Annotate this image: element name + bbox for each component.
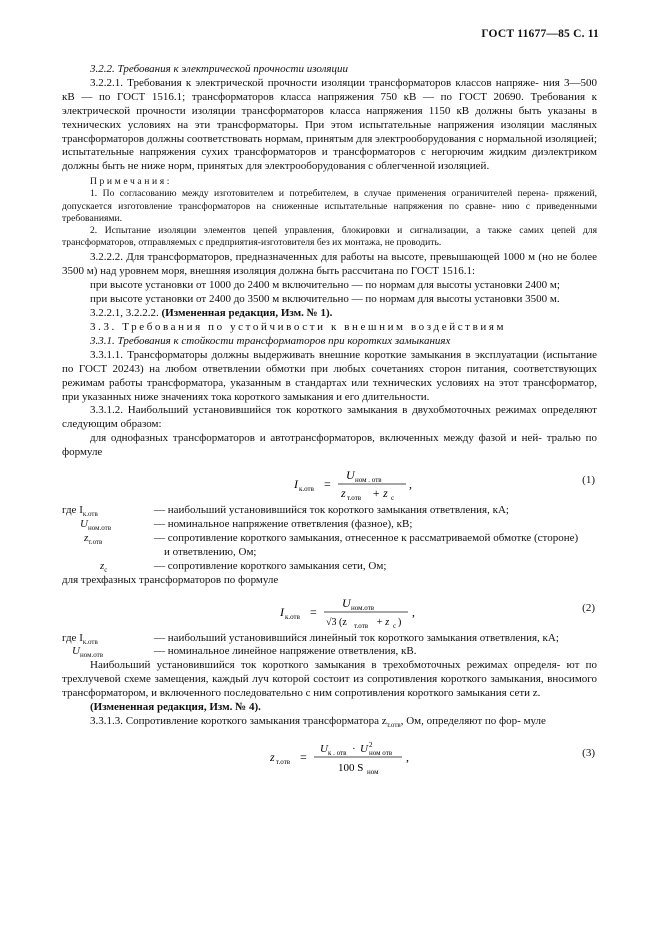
- legend-1-row-1: где $I_{к.отв}$ — наибольший установившийся ток короткого замыкания ответвления, кА;: [62, 504, 509, 519]
- svg-text:ном.отв: ном.отв: [351, 603, 375, 612]
- svg-text:к.отв: к.отв: [299, 485, 314, 494]
- svg-text:=: =: [300, 750, 307, 765]
- svg-text:т.отв: т.отв: [347, 494, 362, 503]
- note-1: 1. По согласованию между изготовителем и потребителем, в случае применения ограничителей перена- пряжений, допускается изготовление трансформаторов на сниженные испытательные напряжения по сравне- нию с приведенными требованиями.: [62, 188, 598, 224]
- svg-text:I: I: [294, 477, 298, 492]
- svg-text:I: I: [280, 604, 284, 619]
- svg-text:ном . отв: ном . отв: [355, 476, 382, 485]
- edit-note-4: (Измененная редакция, Изм. № 4).: [90, 701, 261, 714]
- formula-2-legend: [62, 632, 597, 660]
- legend-2-row-2: $U_{ном.отв}$ — номинальное линейное напряжение ответвления, кВ.: [72, 645, 417, 660]
- svg-text:=: =: [310, 604, 317, 619]
- svg-text:=: =: [324, 477, 331, 492]
- legend-1-row-2: $U_{ном.отв}$ — номинальное напряжение ответвления (фазное), кВ;: [80, 517, 413, 533]
- formula-2-expression: [280, 596, 440, 630]
- paragraph-3-3-1-2: 3.3.1.2. Наибольший установившийся ток короткого замыкания в двухобмоточных режимах определяют следующим образом:: [62, 404, 597, 431]
- formula-2-number: (2): [582, 601, 595, 614]
- svg-text:z: z: [341, 486, 346, 501]
- section-3-2-2-title: 3.2.2. Требования к электрической прочности изоляции: [90, 63, 348, 75]
- edit-note-1: 3.2.2.1, 3.2.2.2. (Измененная редакция, Изм. № 1).: [90, 307, 333, 320]
- paragraph-3-2-2-1: 3.2.2.1. Требования к электрической прочности изоляции трансформаторов классов напряже- ния 3—500 кВ — по ГОСТ 1516.1; трансформаторов класса напряжения 750 кВ — по ГОСТ 20690. Требования к электрической прочности изоляции трансформаторов класса напряжения 1150 кВ должны быть указаны в технических условиях на эти трансформаторы. При этом испытательные напряжения изоляции масляных трансформаторов должны соответствовать нормам, принятым для электрооборудования с нормальной изоляцией; испытательные напряжения сухих трансформаторов и трансформаторов с негорючим жидким диэлектриком должны быть не ниже норм, принятых для электрооборудования с облегченной изоляцией.: [62, 76, 598, 173]
- formula-1-expression: [294, 468, 444, 502]
- svg-text:к.отв: к.отв: [285, 612, 300, 621]
- svg-text:2: 2: [369, 741, 373, 750]
- svg-text:+ z: + z: [372, 486, 388, 501]
- single-phase-intro: для однофазных трансформаторов и автотрансформаторов, включенных между фазой и ней- тралью по формуле: [62, 432, 597, 459]
- svg-text:z: z: [270, 750, 275, 765]
- svg-text:): ): [398, 616, 402, 628]
- document-body: [62, 63, 597, 777]
- section-3-3-title: 3.3. Требования по устойчивости к внешним воздействиям: [90, 321, 507, 333]
- svg-text:100 S: 100 S: [338, 762, 364, 775]
- svg-text:U: U: [342, 595, 351, 610]
- formula-1-legend: [62, 504, 597, 574]
- svg-text:ном: ном: [367, 768, 379, 777]
- paragraph-3-3-1-3: 3.3.1.3. Сопротивление короткого замыкания трансформатора $z_{т.отв}$, Ом, определяют по фор- муле: [90, 714, 546, 730]
- svg-text:т.отв: т.отв: [276, 758, 291, 767]
- svg-text:U: U: [346, 468, 355, 483]
- altitude-case-2: при высоте установки от 2400 до 3500 м включительно — по нормам для высоты установки 3500 м.: [90, 293, 560, 306]
- altitude-case-1: при высоте установки от 1000 до 2400 м включительно — по нормам для высоты установки 2400 м;: [90, 279, 560, 292]
- svg-text:c: c: [393, 621, 397, 630]
- page-header: ГОСТ 11677—85 С. 11: [481, 28, 599, 40]
- three-winding-paragraph: Наибольший установившийся ток короткого замыкания в трехобмоточных режимах определя- ют по трехлучевой схеме замещения, каждый луч которой состоит из сопротивления короткого замыкания, вносимого трансформатором, и включенного последовательно с ним сопротивления короткого замыкания сети z.: [62, 659, 598, 700]
- formula-1-number: (1): [582, 474, 595, 487]
- legend-2-row-1: где $I_{к.отв}$ — наибольший установившийся линейный ток короткого замыкания ответвления, кА;: [62, 631, 559, 646]
- section-3-3-1-title: 3.3.1. Требования к стойкости трансформаторов при коротких замыканиях: [90, 334, 451, 347]
- svg-text:c: c: [391, 494, 395, 503]
- paragraph-3-3-1-1: 3.3.1.1. Трансформаторы должны выдерживать внешние короткие замыкания в эксплуатации (испытание по ГОСТ 20243) на любом ответвлении обмотки при любых сочетаниях сторон питания, соответствующих режимам работы трансформатора, указанным в стандартах или технических условиях на этот трансформатор, при указанных ниже значениях тока короткого замыкания и его длительности.: [62, 348, 598, 403]
- legend-1-row-5: $z_c$ — сопротивление короткого замыкания сети, Ом;: [100, 559, 387, 574]
- svg-text:·: ·: [352, 743, 356, 756]
- legend-1-row-4: и ответвлению, Ом;: [164, 545, 257, 558]
- svg-text:U: U: [320, 743, 328, 756]
- svg-text:ном отв: ном отв: [369, 749, 393, 758]
- formula-3-number: (3): [582, 747, 595, 760]
- svg-text:т.отв: т.отв: [354, 621, 369, 630]
- note-2: 2. Испытание изоляции элементов цепей управления, блокировки и сигнализации, а также самих цепей для трансформаторов, отправляемых с предприятия-изготовителя без их монтажа, не проводить.: [62, 225, 597, 249]
- formula-3-expression: [270, 741, 440, 777]
- svg-text:U: U: [360, 743, 368, 756]
- formula-1: [62, 466, 597, 503]
- paragraph-3-2-2-2: 3.2.2.2. Для трансформаторов, предназначенных для работы на высоте, превышающей 1000 м (но не более 3500 м) над уровнем моря, внешняя изоляция должна быть рассчитана по ГОСТ 1516.1:: [62, 251, 597, 278]
- svg-text:,: ,: [406, 750, 409, 765]
- formula-3: [62, 739, 597, 777]
- svg-text:к . отв: к . отв: [328, 749, 347, 758]
- svg-text:,: ,: [409, 477, 412, 492]
- svg-text:√3 (z: √3 (z: [326, 616, 347, 628]
- notes-title: Примечания:: [90, 176, 172, 188]
- legend-1-row-3: $z_{т.отв}$ — сопротивление короткого замыкания, отнесенное к рассматриваемой обмотке (стороне): [84, 531, 579, 547]
- svg-text:,: ,: [412, 604, 415, 619]
- three-phase-intro: для трехфазных трансформаторов по формуле: [62, 573, 279, 586]
- formula-2: [62, 594, 597, 628]
- svg-text:+ z: + z: [376, 616, 390, 628]
